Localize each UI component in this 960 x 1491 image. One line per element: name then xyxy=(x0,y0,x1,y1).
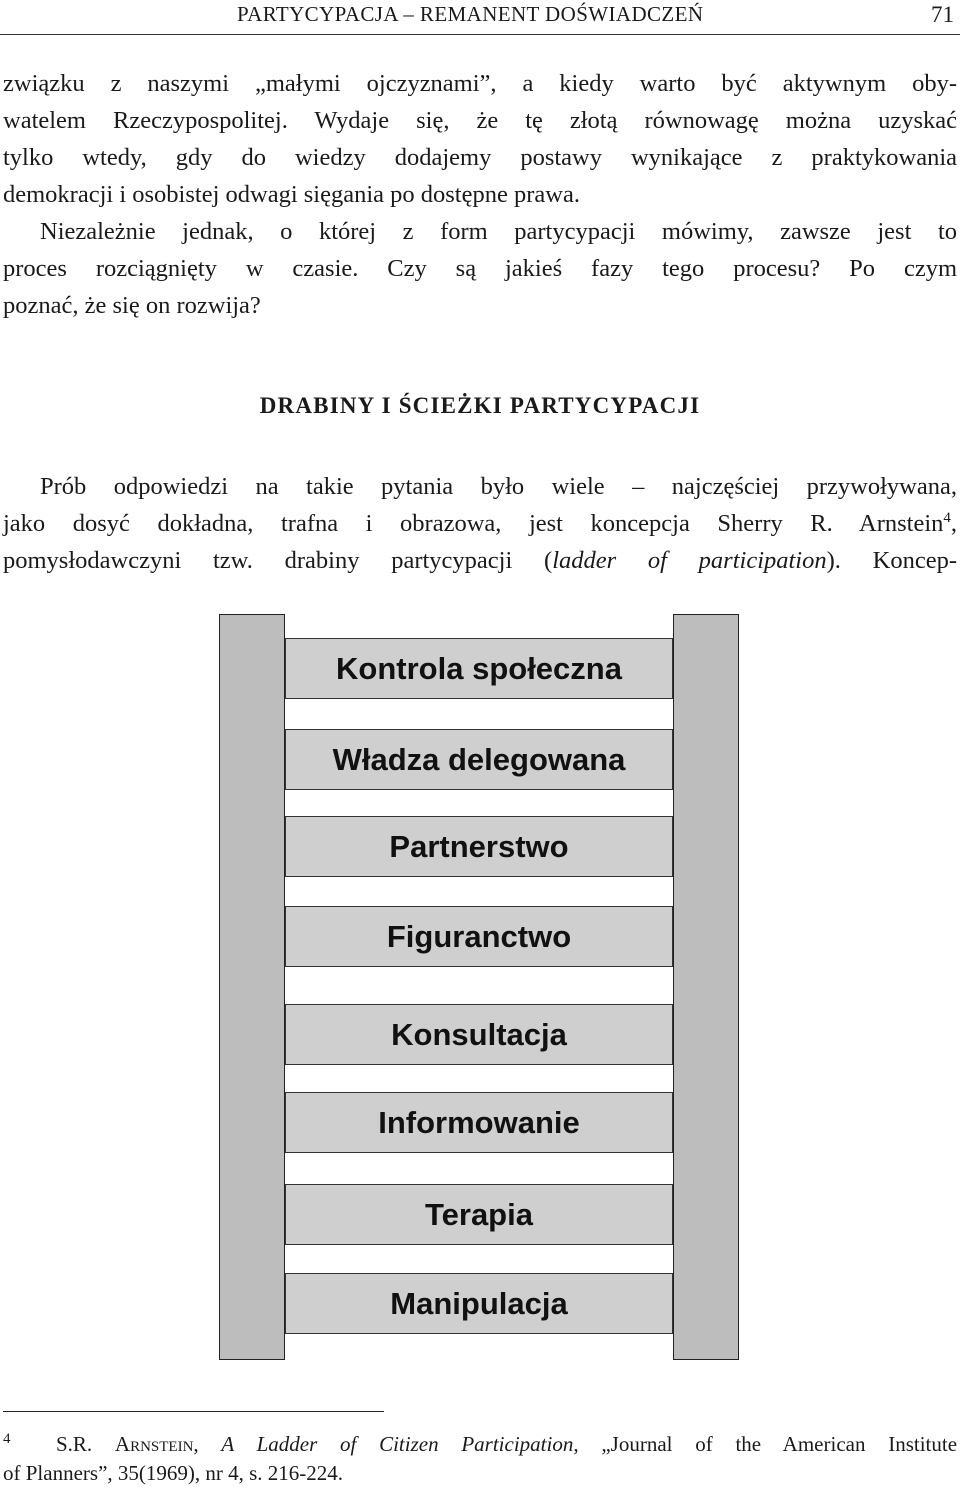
text-line: proces rozciągnięty w czasie. Czy są jakieś fazy tego procesu? Po czym xyxy=(3,255,957,282)
ladder-rung: Figuranctwo xyxy=(285,906,673,967)
ladder-rung: Manipulacja xyxy=(285,1273,673,1334)
text-line: Niezależnie jednak, o której z form partycypacji mówimy, zawsze jest to xyxy=(40,218,957,245)
ladder-rail-right xyxy=(673,614,739,1360)
footnote-author-initials: S.R. xyxy=(55,1432,93,1456)
ladder-rung: Władza delegowana xyxy=(285,729,673,790)
text-fragment: ). Koncep- xyxy=(826,547,957,574)
ladder-rung: Partnerstwo xyxy=(285,816,673,877)
text-line: watelem Rzeczypospolitej. Wydaje się, że tę złotą równowagę można uzyskać xyxy=(3,107,957,134)
text-line: demokracji i osobistej odwagi sięgania po dostępne prawa. xyxy=(3,181,580,208)
paragraph-2 xyxy=(3,468,957,579)
text-line: tylko wtedy, gdy do wiedzy dodajemy postawy wynikające z praktykowania xyxy=(3,144,957,171)
text-line: Prób odpowiedzi na takie pytania było wiele – najczęściej przywoływana, xyxy=(40,473,957,500)
footnote-journal: , „Journal of the American Institute xyxy=(573,1432,958,1456)
section-heading: DRABINY I ŚCIEŻKI PARTYCYPACJI xyxy=(259,393,701,418)
footnote-author-surname: Arnstein xyxy=(114,1432,194,1456)
participation-ladder-diagram xyxy=(219,614,741,1360)
ladder-rail-left xyxy=(219,614,285,1360)
text-line xyxy=(3,505,957,542)
footnote-reference[interactable]: 4 xyxy=(943,509,951,526)
text-fragment: jako dosyć dokładna, trafna i obrazowa, jest koncepcja Sherry R. Arnstein xyxy=(3,510,944,537)
text-line: związku z naszymi „małymi ojczyznami”, a kiedy warto być aktywnym oby- xyxy=(3,70,957,97)
footnote-separator xyxy=(3,1411,384,1412)
footnote xyxy=(3,1430,957,1488)
text-line xyxy=(3,542,957,579)
page-number: 71 xyxy=(931,2,954,27)
footnote-title: A Ladder of Citizen Participation xyxy=(221,1432,574,1456)
footnote-line: $^4$ S.R. Arnstein, A Ladder of Citizen Participation, „Journal of the American Institute xyxy=(3,1431,958,1456)
paragraph-1 xyxy=(3,65,957,324)
italic-term: ladder of participation xyxy=(552,547,827,574)
text-fragment: , xyxy=(950,510,957,537)
ladder-rung: Terapia xyxy=(285,1184,673,1245)
running-header xyxy=(0,0,960,35)
ladder-rung: Informowanie xyxy=(285,1092,673,1153)
text-line: poznać, że się on rozwija? xyxy=(3,292,261,319)
ladder-rung: Kontrola społeczna xyxy=(285,638,673,699)
running-title: PARTYCYPACJA – REMANENT DOŚWIADCZEŃ xyxy=(237,2,704,26)
ladder-rung: Konsultacja xyxy=(285,1004,673,1065)
footnote-line: of Planners”, 35(1969), nr 4, s. 216-224. xyxy=(3,1461,344,1485)
footnote-number: 4 xyxy=(3,1431,11,1447)
text-fragment: pomysłodawczyni tzw. drabiny partycypacji ( xyxy=(3,547,553,574)
